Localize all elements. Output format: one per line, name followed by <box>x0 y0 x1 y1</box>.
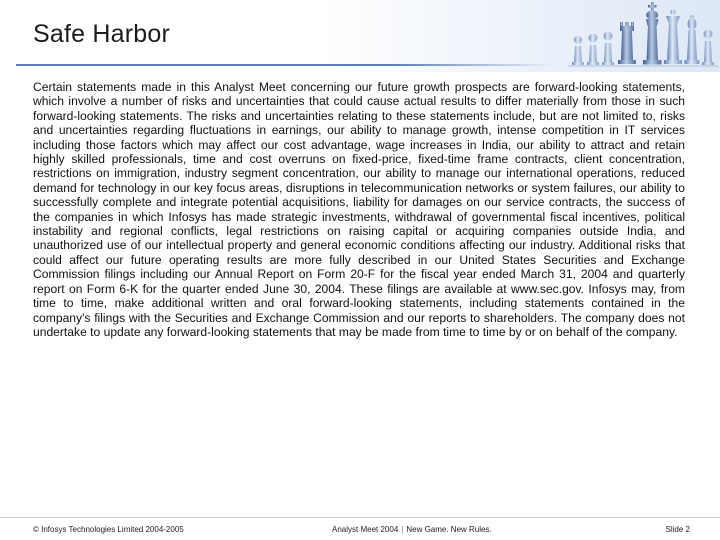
footer-slide-number: Slide 2 <box>665 525 690 534</box>
slide-footer <box>0 520 720 540</box>
footer-copyright: © Infosys Technologies Limited 2004-2005 <box>33 525 184 534</box>
footer-separator: | <box>401 525 404 534</box>
slide-title: Safe Harbor <box>33 20 170 48</box>
chess-pieces-icon <box>560 0 720 72</box>
safe-harbor-statement: Certain statements made in this Analyst Meet concerning our future growth prospects are forward-looking statements, which involve a number of risks and uncertainties that could cause actual results to differ materially from those in such forward-looking statements. The risks and uncertainties relating to these statements include, but are not limited to, risks and uncertainties regarding fluctuations in earnings, our ability to manage growth, intense competition in IT services including those factors which may affect our cost advantage, wage increases in India, our ability to attract and retain highly skilled professionals, time and cost overruns on fixed-price, fixed-time frame contracts, client concentration, restrictions on immigration, industry segment concentration, our ability to manage our international operations, reduced demand for technology in our key focus areas, disruptions in telecommunication networks or system failures, our ability to successfully complete and integrate potential acquisitions, liability for damages on our service contracts, the success of the companies in which Infosys has made strategic investments, withdrawal of governmental fiscal incentives, political instability and regional conflicts, legal restrictions on raising capital or acquiring companies outside India, and unauthorized use of our intellectual property and general economic conditions affecting our industry. Additional risks that could affect our future operating results are more fully described in our United States Securities and Exchange Commission filings including our Annual Report on Form 20-F for the fiscal year ended March 31, 2004 and quarterly report on Form 6-K for the quarter ended June 30, 2004. These filings are available at www.sec.gov. Infosys may, from time to time, make additional written and oral forward-looking statements, including statements contained in the company's filings with the Securities and Exchange Commission and our reports to shareholders. The company does not undertake to update any forward-looking statements that may be made from time to time by or on behalf of the company. <box>33 80 685 339</box>
footer-event-name: Analyst Meet 2004 <box>332 525 399 534</box>
footer-tagline: New Game. New Rules. <box>406 525 492 534</box>
title-underline <box>16 64 556 66</box>
slide-header <box>0 0 720 72</box>
footer-event <box>332 525 492 534</box>
footer-divider <box>0 517 720 518</box>
